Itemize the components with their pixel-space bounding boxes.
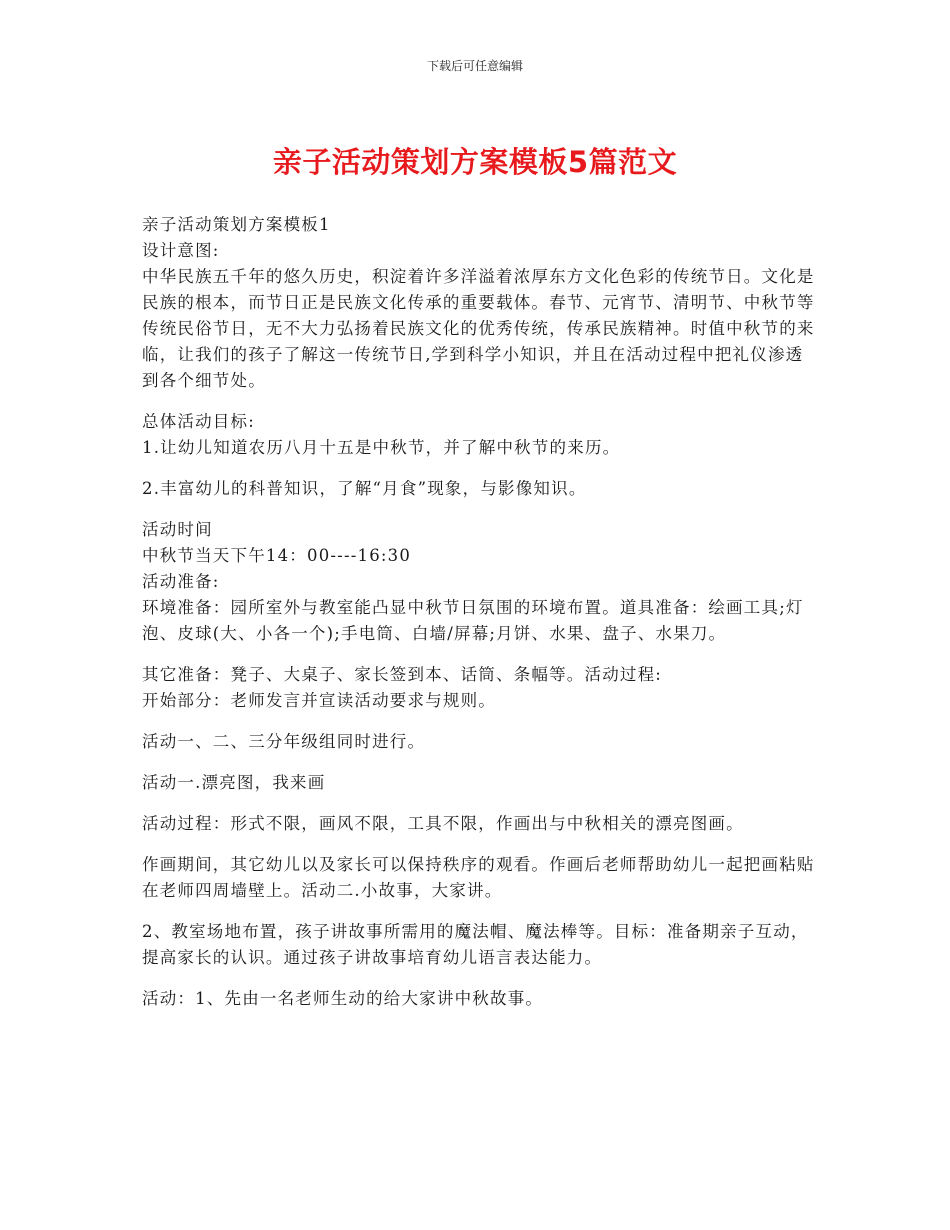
paragraph-classroom-setup: 2、教室场地布置，孩子讲故事所需用的魔法帽、魔法棒等。目标：准备期亲子互动，提高家长的认识。通过孩子讲故事培育幼儿语言表达能力。 [142, 922, 809, 967]
paragraph-other-preparation: 其它准备：凳子、大桌子、家长签到本、话筒、条幅等。活动过程: [142, 665, 663, 684]
paragraph-time: 中秋节当天下午14：00----16:30 [142, 546, 412, 565]
paragraph-environment-preparation: 环境准备：园所室外与教室能凸显中秋节日氛围的环境布置。道具准备：绘画工具;灯泡、皮球(大、小各一个);手电筒、白墙/屏幕;月饼、水果、盘子、水果刀。 [142, 598, 804, 643]
paragraph-activity-story: 活动：1、先由一名老师生动的给大家讲中秋故事。 [142, 989, 544, 1008]
subheading-goals: 总体活动目标: [142, 412, 255, 431]
paragraph-activities-overview: 活动一、二、三分年级组同时进行。 [142, 732, 426, 751]
subheading-design-intent: 设计意图: [142, 241, 220, 260]
subheading-activity-1: 活动一.漂亮图，我来画 [142, 773, 326, 792]
paragraph-intro: 中华民族五千年的悠久历史，积淀着许多洋溢着浓厚东方文化色彩的传统节日。文化是民族的根本，而节日正是民族文化传承的重要载体。春节、元宵节、清明节、中秋节等传统民俗节日，无不大力弘扬着民族文化的优秀传统，传承民族精神。时值中秋节的来临，让我们的孩子了解这一传统节日,学到科学小知识，并且在活动过程中把礼仪渗透到各个细节处。 [142, 267, 815, 390]
goal-item-1: 1.让幼儿知道农历八月十五是中秋节，并了解中秋节的来历。 [142, 438, 621, 457]
paragraph-activity-1-process: 活动过程：形式不限，画风不限，工具不限，作画出与中秋相关的漂亮图画。 [142, 814, 744, 833]
paragraph-opening: 开始部分：老师发言并宣读活动要求与规则。 [142, 691, 496, 710]
section-heading: 亲子活动策划方案模板1 [142, 215, 331, 234]
paragraph-drawing-period: 作画期间，其它幼儿以及家长可以保持秩序的观看。作画后老师帮助幼儿一起把画粘贴在老师四周墙壁上。活动二.小故事，大家讲。 [142, 855, 815, 900]
subheading-time: 活动时间 [142, 520, 213, 539]
document-body [142, 212, 817, 1012]
page-header-note: 下载后可任意编辑 [426, 59, 523, 73]
subheading-preparation: 活动准备: [142, 572, 220, 591]
document-title: 亲子活动策划方案模板5篇范文 [272, 145, 678, 179]
goal-item-2: 2.丰富幼儿的科普知识，了解“月食”现象，与影像知识。 [142, 479, 587, 498]
